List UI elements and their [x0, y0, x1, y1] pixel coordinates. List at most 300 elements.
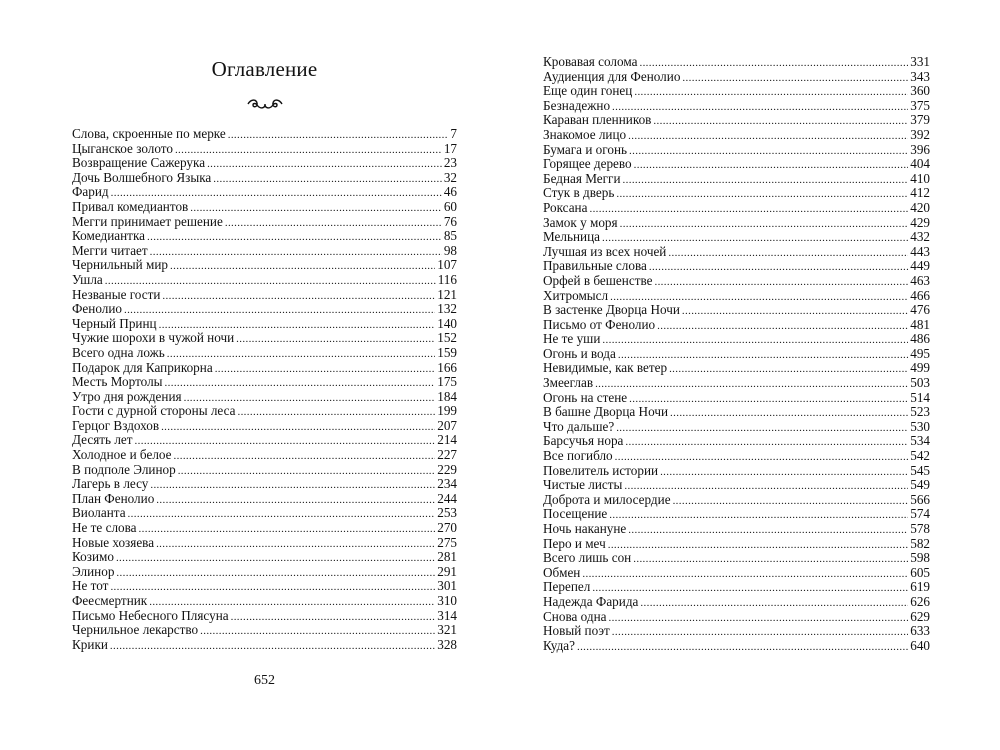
dot-leader	[582, 567, 908, 581]
toc-entry-title: Фенолио	[72, 302, 122, 317]
toc-entry-title: Всего одна ложь	[72, 345, 165, 360]
toc-entry-title: Слова, скроенные по мерке	[72, 127, 226, 141]
toc-entry-page: 466	[910, 288, 930, 303]
dot-leader	[213, 172, 442, 186]
toc-entry-title: Замок у моря	[543, 215, 618, 230]
toc-entry-page: 85	[443, 229, 457, 244]
toc-entry-title: Надежда Фарида	[543, 594, 639, 609]
dot-leader	[116, 551, 435, 565]
toc-entry-title: Горящее дерево	[543, 157, 632, 172]
toc-entry-title: Все погибло	[543, 449, 613, 464]
toc-entry-title: Мельница	[543, 230, 601, 245]
toc-entry	[543, 332, 930, 347]
toc-entry-page: 432	[910, 230, 930, 245]
toc-entry	[543, 289, 930, 304]
toc-entry-page: 530	[910, 419, 930, 434]
dot-leader	[628, 523, 908, 537]
dot-leader	[159, 318, 436, 332]
toc-entry-title: Месть Мортолы	[72, 375, 163, 390]
dot-leader	[105, 274, 436, 288]
dot-leader	[135, 434, 436, 448]
toc-entry-title: Огонь на стене	[543, 390, 628, 405]
toc-entry-page: 270	[437, 521, 457, 536]
toc-entry	[543, 493, 930, 508]
page-number: 652	[254, 673, 275, 688]
dot-leader	[612, 100, 908, 114]
toc-entry-page: 60	[443, 199, 457, 214]
dot-leader	[116, 566, 435, 580]
toc-entry	[72, 156, 457, 171]
toc-entry-title: Доброта и милосердие	[543, 492, 671, 507]
toc-entry-title: Холодное и белое	[72, 448, 172, 463]
toc-entry-title: Десять лет	[72, 433, 133, 448]
toc-entry	[72, 609, 457, 624]
toc-entry-title: Караван пленников	[543, 113, 652, 128]
toc-entry	[72, 171, 457, 186]
toc-entry-page: 244	[437, 491, 457, 506]
toc-entry-title: Чернильное лекарство	[72, 623, 199, 638]
toc-entry	[543, 478, 930, 493]
toc-entry-title: Обмен	[543, 565, 581, 580]
dot-leader	[170, 259, 435, 273]
dot-leader	[653, 114, 908, 128]
dot-leader	[150, 478, 435, 492]
toc-entry-title: Орфей в бешенстве	[543, 273, 653, 288]
dot-leader	[184, 391, 436, 405]
toc-entry	[543, 434, 930, 449]
toc-entry-page: 175	[437, 375, 457, 390]
toc-entry-page: 159	[437, 345, 457, 360]
dot-leader	[669, 362, 908, 376]
dot-leader	[236, 332, 435, 346]
page-title: Оглавление	[211, 57, 318, 81]
toc-entry-title: Черный Принц	[72, 316, 157, 331]
toc-entry-page: 301	[437, 579, 457, 594]
toc-entry	[72, 361, 457, 376]
toc-entry	[72, 492, 457, 507]
toc-entry-page: 545	[910, 463, 930, 478]
toc-entry-title: Кровавая солома	[543, 55, 638, 69]
toc-entry	[543, 537, 930, 552]
toc-entry	[72, 579, 457, 594]
dot-leader	[595, 377, 908, 391]
toc-entry-page: 463	[910, 273, 930, 288]
dot-leader	[592, 581, 908, 595]
toc-entry-title: Утро дня рождения	[72, 389, 182, 404]
toc-entry	[543, 303, 930, 318]
toc-entry	[72, 419, 457, 434]
toc-entry	[72, 273, 457, 288]
toc-entry	[543, 566, 930, 581]
toc-entry	[72, 346, 457, 361]
toc-entry-page: 549	[910, 478, 930, 493]
toc-entry-page: 275	[437, 535, 457, 550]
dot-leader	[162, 289, 435, 303]
toc-entry-title: Роксана	[543, 200, 588, 215]
toc-entry-page: 98	[443, 243, 457, 258]
toc-entry-page: 605	[910, 565, 930, 580]
toc-entry	[72, 506, 457, 521]
toc-entry-title: Возвращение Сажерука	[72, 156, 206, 171]
toc-entry-page: 116	[437, 272, 457, 287]
toc-entry-title: Огонь и вода	[543, 346, 616, 361]
toc-entry-title: Чистые листы	[543, 478, 623, 493]
dot-leader	[654, 275, 908, 289]
dot-leader	[200, 624, 435, 638]
dot-leader	[207, 157, 442, 171]
toc-entry-title: Письмо от Фенолио	[543, 317, 656, 332]
toc-entry-title: Чернильный мир	[72, 258, 168, 273]
toc-entry-title: Безнадежно	[543, 98, 611, 113]
toc-entry	[543, 113, 930, 128]
toc-entry-title: Барсучья нора	[543, 434, 624, 449]
toc-entry	[72, 258, 457, 273]
toc-entry-title: В башне Дворца Ночи	[543, 405, 669, 420]
toc-entry	[543, 361, 930, 376]
toc-entry-page: 7	[450, 127, 457, 141]
dot-leader	[668, 246, 908, 260]
toc-entry-title: Ночь накануне	[543, 522, 627, 536]
dot-leader	[156, 537, 435, 551]
toc-entry	[543, 216, 930, 231]
toc-entry-title: Знакомое лицо	[543, 127, 627, 142]
toc-entry-page: 32	[443, 170, 457, 185]
dot-leader	[639, 56, 908, 70]
toc-list-right	[543, 55, 930, 653]
toc-entry-page: 23	[443, 156, 457, 171]
toc-entry-page: 152	[437, 331, 457, 346]
toc-entry	[543, 128, 930, 143]
toc-entry-page: 234	[437, 477, 457, 492]
toc-entry-title: Не те уши	[543, 332, 601, 347]
toc-entry-title: Змееглав	[543, 376, 594, 391]
dot-leader	[629, 392, 908, 406]
dot-leader	[640, 596, 908, 610]
toc-entry	[543, 157, 930, 172]
toc-entry	[543, 551, 930, 566]
toc-entry-title: Что дальше?	[543, 419, 615, 434]
toc-entry	[543, 580, 930, 595]
dot-leader	[178, 464, 436, 478]
dot-leader	[657, 319, 908, 333]
toc-entry-title: Повелитель истории	[543, 463, 659, 478]
toc-entry-title: Бедная Мегги	[543, 171, 621, 186]
toc-entry	[543, 186, 930, 201]
toc-entry-title: Куда?	[543, 638, 575, 653]
toc-entry-title: Комедиантка	[72, 229, 146, 244]
toc-entry-title: Стук в дверь	[543, 186, 615, 201]
toc-entry-title: Посещение	[543, 507, 608, 522]
toc-list-left	[72, 127, 457, 652]
toc-entry-title: Аудиенция для Фенолио	[543, 69, 681, 84]
toc-entry-page: 392	[910, 127, 930, 142]
dot-leader	[620, 217, 909, 231]
toc-entry	[543, 507, 930, 522]
toc-entry	[72, 200, 457, 215]
toc-entry	[543, 639, 930, 654]
toc-entry	[72, 448, 457, 463]
toc-entry	[543, 391, 930, 406]
toc-entry-title: Чужие шорохи в чужой ночи	[72, 331, 235, 346]
toc-entry-page: 449	[910, 259, 930, 274]
toc-entry-page: 328	[437, 637, 457, 652]
toc-entry	[72, 244, 457, 259]
ornament-icon	[72, 96, 457, 114]
toc-entry-page: 314	[437, 608, 457, 623]
dot-leader	[616, 421, 908, 435]
toc-entry-page: 229	[437, 462, 457, 477]
dot-leader	[634, 158, 909, 172]
toc-entry-page: 534	[910, 434, 930, 449]
toc-entry-title: Мегги принимает решение	[72, 214, 223, 229]
toc-entry	[72, 127, 457, 142]
toc-entry	[543, 99, 930, 114]
toc-entry	[72, 229, 457, 244]
dot-leader	[190, 201, 442, 215]
toc-entry-title: В подполе Элинор	[72, 462, 176, 477]
toc-entry-page: 379	[910, 113, 930, 128]
toc-entry-title: Лагерь в лесу	[72, 477, 149, 492]
toc-entry-page: 542	[910, 449, 930, 464]
dot-leader	[147, 230, 442, 244]
toc-entry	[543, 259, 930, 274]
dot-leader	[673, 494, 909, 508]
toc-entry	[72, 142, 457, 157]
toc-entry-page: 321	[437, 623, 457, 638]
toc-entry	[543, 318, 930, 333]
toc-entry-title: Всего лишь сон	[543, 551, 632, 566]
toc-entry-page: 227	[437, 448, 457, 463]
dot-leader	[225, 216, 442, 230]
toc-entry-title: Бумага и огонь	[543, 142, 628, 157]
toc-entry	[72, 477, 457, 492]
dot-leader	[624, 479, 908, 493]
toc-entry	[543, 84, 930, 99]
toc-entry	[72, 433, 457, 448]
toc-entry	[72, 404, 457, 419]
toc-entry-page: 396	[910, 142, 930, 157]
dot-leader	[110, 639, 435, 653]
toc-entry-title: Незваные гости	[72, 287, 161, 302]
toc-entry	[543, 464, 930, 479]
dot-leader	[612, 625, 908, 639]
dot-leader	[660, 465, 908, 479]
toc-entry-page: 166	[437, 360, 457, 375]
toc-entry	[72, 185, 457, 200]
toc-entry-title: Невидимые, как ветер	[543, 361, 668, 376]
toc-entry-page: 598	[910, 551, 930, 566]
dot-leader	[124, 303, 435, 317]
toc-entry	[543, 274, 930, 289]
toc-entry	[543, 405, 930, 420]
dot-leader	[609, 508, 908, 522]
toc-entry	[543, 595, 930, 610]
toc-entry	[543, 420, 930, 435]
toc-entry-page: 523	[910, 405, 930, 420]
toc-entry-page: 291	[437, 564, 457, 579]
toc-entry-page: 184	[437, 389, 457, 404]
toc-entry-title: Фарид	[72, 185, 109, 200]
toc-entry-title: Крики	[72, 637, 108, 652]
toc-entry-page: 443	[910, 244, 930, 259]
dot-leader	[618, 348, 908, 362]
toc-entry	[72, 215, 457, 230]
toc-entry-title: Ушла	[72, 272, 103, 287]
dot-leader	[608, 611, 908, 625]
toc-entry-title: Не те слова	[72, 521, 137, 536]
dot-leader	[682, 71, 908, 85]
toc-entry-page: 343	[910, 69, 930, 84]
dot-leader	[149, 595, 435, 609]
toc-entry-page: 140	[437, 316, 457, 331]
toc-entry-page: 633	[910, 624, 930, 639]
toc-entry-page: 199	[437, 404, 457, 419]
dot-leader	[110, 580, 435, 594]
dot-leader	[231, 610, 436, 624]
toc-entry	[543, 624, 930, 639]
toc-entry-title: Новые хозяева	[72, 535, 155, 550]
dot-leader	[633, 552, 908, 566]
dot-leader	[128, 507, 436, 521]
toc-entry-title: Герцог Вздохов	[72, 418, 160, 433]
toc-entry-page: 429	[910, 215, 930, 230]
toc-entry	[543, 610, 930, 625]
dot-leader	[670, 406, 908, 420]
dot-leader	[634, 85, 908, 99]
toc-entry	[543, 449, 930, 464]
dot-leader	[589, 202, 908, 216]
dot-leader	[602, 333, 908, 347]
toc-entry-title: Мегги читает	[72, 243, 148, 258]
toc-entry	[72, 638, 457, 653]
toc-entry-page: 626	[910, 594, 930, 609]
toc-entry-title: Цыганское золото	[72, 141, 173, 156]
toc-entry-title: Правильные слова	[543, 259, 647, 274]
dot-leader	[161, 420, 435, 434]
toc-entry-page: 582	[910, 536, 930, 551]
toc-entry-title: Лучшая из всех ночей	[543, 244, 667, 259]
dot-leader	[608, 538, 909, 552]
toc-entry	[72, 623, 457, 638]
toc-entry	[543, 172, 930, 187]
dot-leader	[215, 362, 436, 376]
toc-entry-title: В застенке Дворца Ночи	[543, 303, 680, 318]
toc-entry	[72, 331, 457, 346]
toc-entry-page: 566	[910, 492, 930, 507]
toc-entry-page: 17	[443, 141, 457, 156]
dot-leader	[167, 347, 435, 361]
toc-entry-page: 253	[437, 506, 457, 521]
toc-entry-title: Подарок для Каприкорна	[72, 360, 213, 375]
toc-entry	[543, 376, 930, 391]
dot-leader	[623, 173, 909, 187]
toc-entry-title: Феесмертник	[72, 594, 148, 608]
toc-entry-page: 619	[910, 580, 930, 595]
toc-entry	[72, 550, 457, 565]
toc-entry-page: 629	[910, 609, 930, 624]
toc-entry-title: Хитромысл	[543, 288, 609, 303]
toc-entry-title: Элинор	[72, 564, 115, 579]
toc-entry-page: 578	[910, 522, 930, 536]
toc-entry-page: 404	[910, 157, 930, 172]
dot-leader	[649, 260, 908, 274]
dot-leader	[577, 640, 908, 654]
toc-entry-page: 214	[437, 433, 457, 448]
toc-entry-page: 410	[910, 171, 930, 186]
toc-entry-title: Козимо	[72, 550, 114, 565]
toc-entry-title: Виоланта	[72, 506, 126, 521]
toc-entry	[72, 594, 457, 609]
toc-entry-page: 46	[443, 185, 457, 200]
dot-leader	[682, 304, 908, 318]
toc-entry	[543, 70, 930, 85]
toc-entry	[543, 522, 930, 537]
toc-entry-title: Не тот	[72, 579, 109, 594]
dot-leader	[625, 435, 908, 449]
dot-leader	[111, 186, 442, 200]
toc-entry-page: 360	[910, 84, 930, 99]
toc-entry-title: Гости с дурной стороны леса	[72, 404, 236, 419]
toc-entry	[72, 288, 457, 303]
toc-entry	[72, 317, 457, 332]
dot-leader	[139, 522, 436, 536]
toc-entry-title: Перо и меч	[543, 536, 606, 551]
toc-entry-page: 495	[910, 346, 930, 361]
dot-leader	[628, 129, 908, 143]
toc-entry-title: Новый поэт	[543, 624, 610, 639]
toc-entry-page: 476	[910, 303, 930, 318]
toc-entry-page: 514	[910, 390, 930, 405]
dot-leader	[237, 405, 435, 419]
toc-entry	[72, 536, 457, 551]
toc-entry-page: 281	[437, 550, 457, 565]
toc-entry-page: 412	[910, 186, 930, 201]
toc-entry-page: 107	[437, 258, 457, 273]
toc-entry	[543, 55, 930, 70]
dot-leader	[165, 376, 436, 390]
dot-leader	[602, 231, 908, 245]
toc-entry	[543, 245, 930, 260]
toc-entry-title: План Фенолио	[72, 491, 155, 506]
toc-entry-page: 331	[910, 55, 930, 69]
toc-entry-page: 207	[437, 418, 457, 433]
toc-entry	[72, 463, 457, 478]
toc-entry	[72, 565, 457, 580]
dot-leader	[156, 493, 435, 507]
toc-entry-title: Дочь Волшебного Языка	[72, 170, 212, 185]
ornament-swirl	[245, 97, 285, 111]
dot-leader	[174, 449, 436, 463]
toc-entry-page: 486	[910, 332, 930, 347]
toc-entry	[72, 521, 457, 536]
toc-entry-title: Еще один гонец	[543, 84, 633, 99]
toc-entry-page: 375	[910, 98, 930, 113]
dot-leader	[228, 128, 449, 142]
toc-entry-page: 121	[437, 287, 457, 302]
toc-entry-page: 499	[910, 361, 930, 376]
dot-leader	[150, 245, 442, 259]
toc-entry-title: Письмо Небесного Плясуна	[72, 608, 229, 623]
toc-entry-page: 481	[910, 317, 930, 332]
dot-leader	[629, 144, 908, 158]
toc-entry	[543, 347, 930, 362]
toc-entry-page: 574	[910, 507, 930, 522]
toc-entry-title: Снова одна	[543, 609, 607, 624]
toc-entry	[543, 143, 930, 158]
dot-leader	[615, 450, 909, 464]
toc-entry-page: 503	[910, 376, 930, 391]
toc-entry-title: Привал комедиантов	[72, 199, 189, 214]
